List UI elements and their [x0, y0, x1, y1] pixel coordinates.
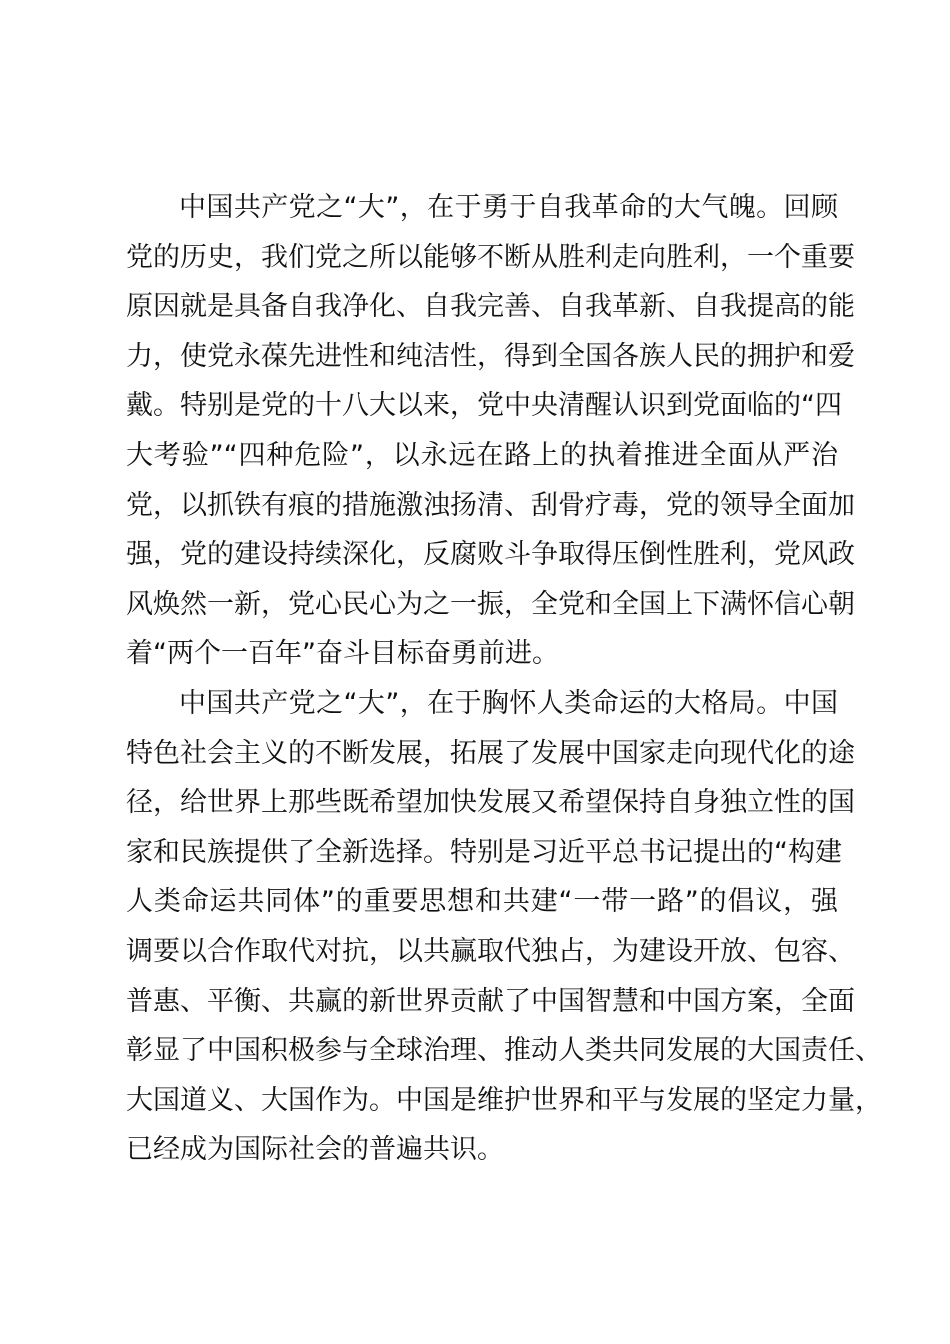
paragraph-1 [126, 183, 855, 679]
text-line: 人类命运共同体”的重要思想和共建“一带一路”的倡议，强 [126, 886, 838, 918]
text-line: 彰显了中国积极参与全球治理、推动人类共同发展的大国责任、 [126, 1035, 882, 1067]
text-line: 强，党的建设持续深化，反腐败斗争取得压倒性胜利，党风政 [126, 539, 855, 571]
text-line: 中国共产党之“大”，在于勇于自我革命的大气魄。回顾 [179, 192, 838, 223]
text-line: 戴。特别是党的十八大以来，党中央清醒认识到党面临的“四 [126, 390, 842, 422]
text-line-last: 着“两个一百年”奋斗目标奋勇前进。 [126, 638, 559, 670]
paragraph-2 [126, 679, 882, 1175]
text-line: 家和民族提供了全新选择。特别是习近平总书记提出的“构建 [126, 836, 842, 868]
text-line: 风焕然一新，党心民心为之一振，全党和全国上下满怀信心朝 [126, 588, 855, 620]
text-line: 特色社会主义的不断发展，拓展了发展中国家走向现代化的途 [126, 737, 855, 769]
text-line: 大国道义、大国作为。中国是维护世界和平与发展的坚定力量， [126, 1084, 882, 1116]
text-line: 中国共产党之“大”，在于胸怀人类命运的大格局。中国 [179, 687, 838, 719]
text-line: 调要以合作取代对抗，以共赢取代独占，为建设开放、包容、 [126, 935, 855, 967]
text-line: 党的历史，我们党之所以能够不断从胜利走向胜利，一个重要 [126, 241, 855, 273]
text-line: 普惠、平衡、共赢的新世界贡献了中国智慧和中国方案，全面 [126, 985, 855, 1017]
text-line: 大考验”“四种危险”，以永远在路上的执着推进全面从严治 [126, 439, 838, 471]
text-line: 力，使党永葆先进性和纯洁性，得到全国各族人民的拥护和爱 [126, 340, 855, 372]
text-line-last: 已经成为国际社会的普遍共识。 [126, 1134, 504, 1166]
text-line: 径，给世界上那些既希望加快发展又希望保持自身独立性的国 [126, 787, 855, 819]
text-line: 原因就是具备自我净化、自我完善、自我革新、自我提高的能 [126, 291, 855, 323]
text-line: 党，以抓铁有痕的措施激浊扬清、刮骨疗毒，党的领导全面加 [126, 489, 855, 521]
document-body [126, 183, 882, 1175]
